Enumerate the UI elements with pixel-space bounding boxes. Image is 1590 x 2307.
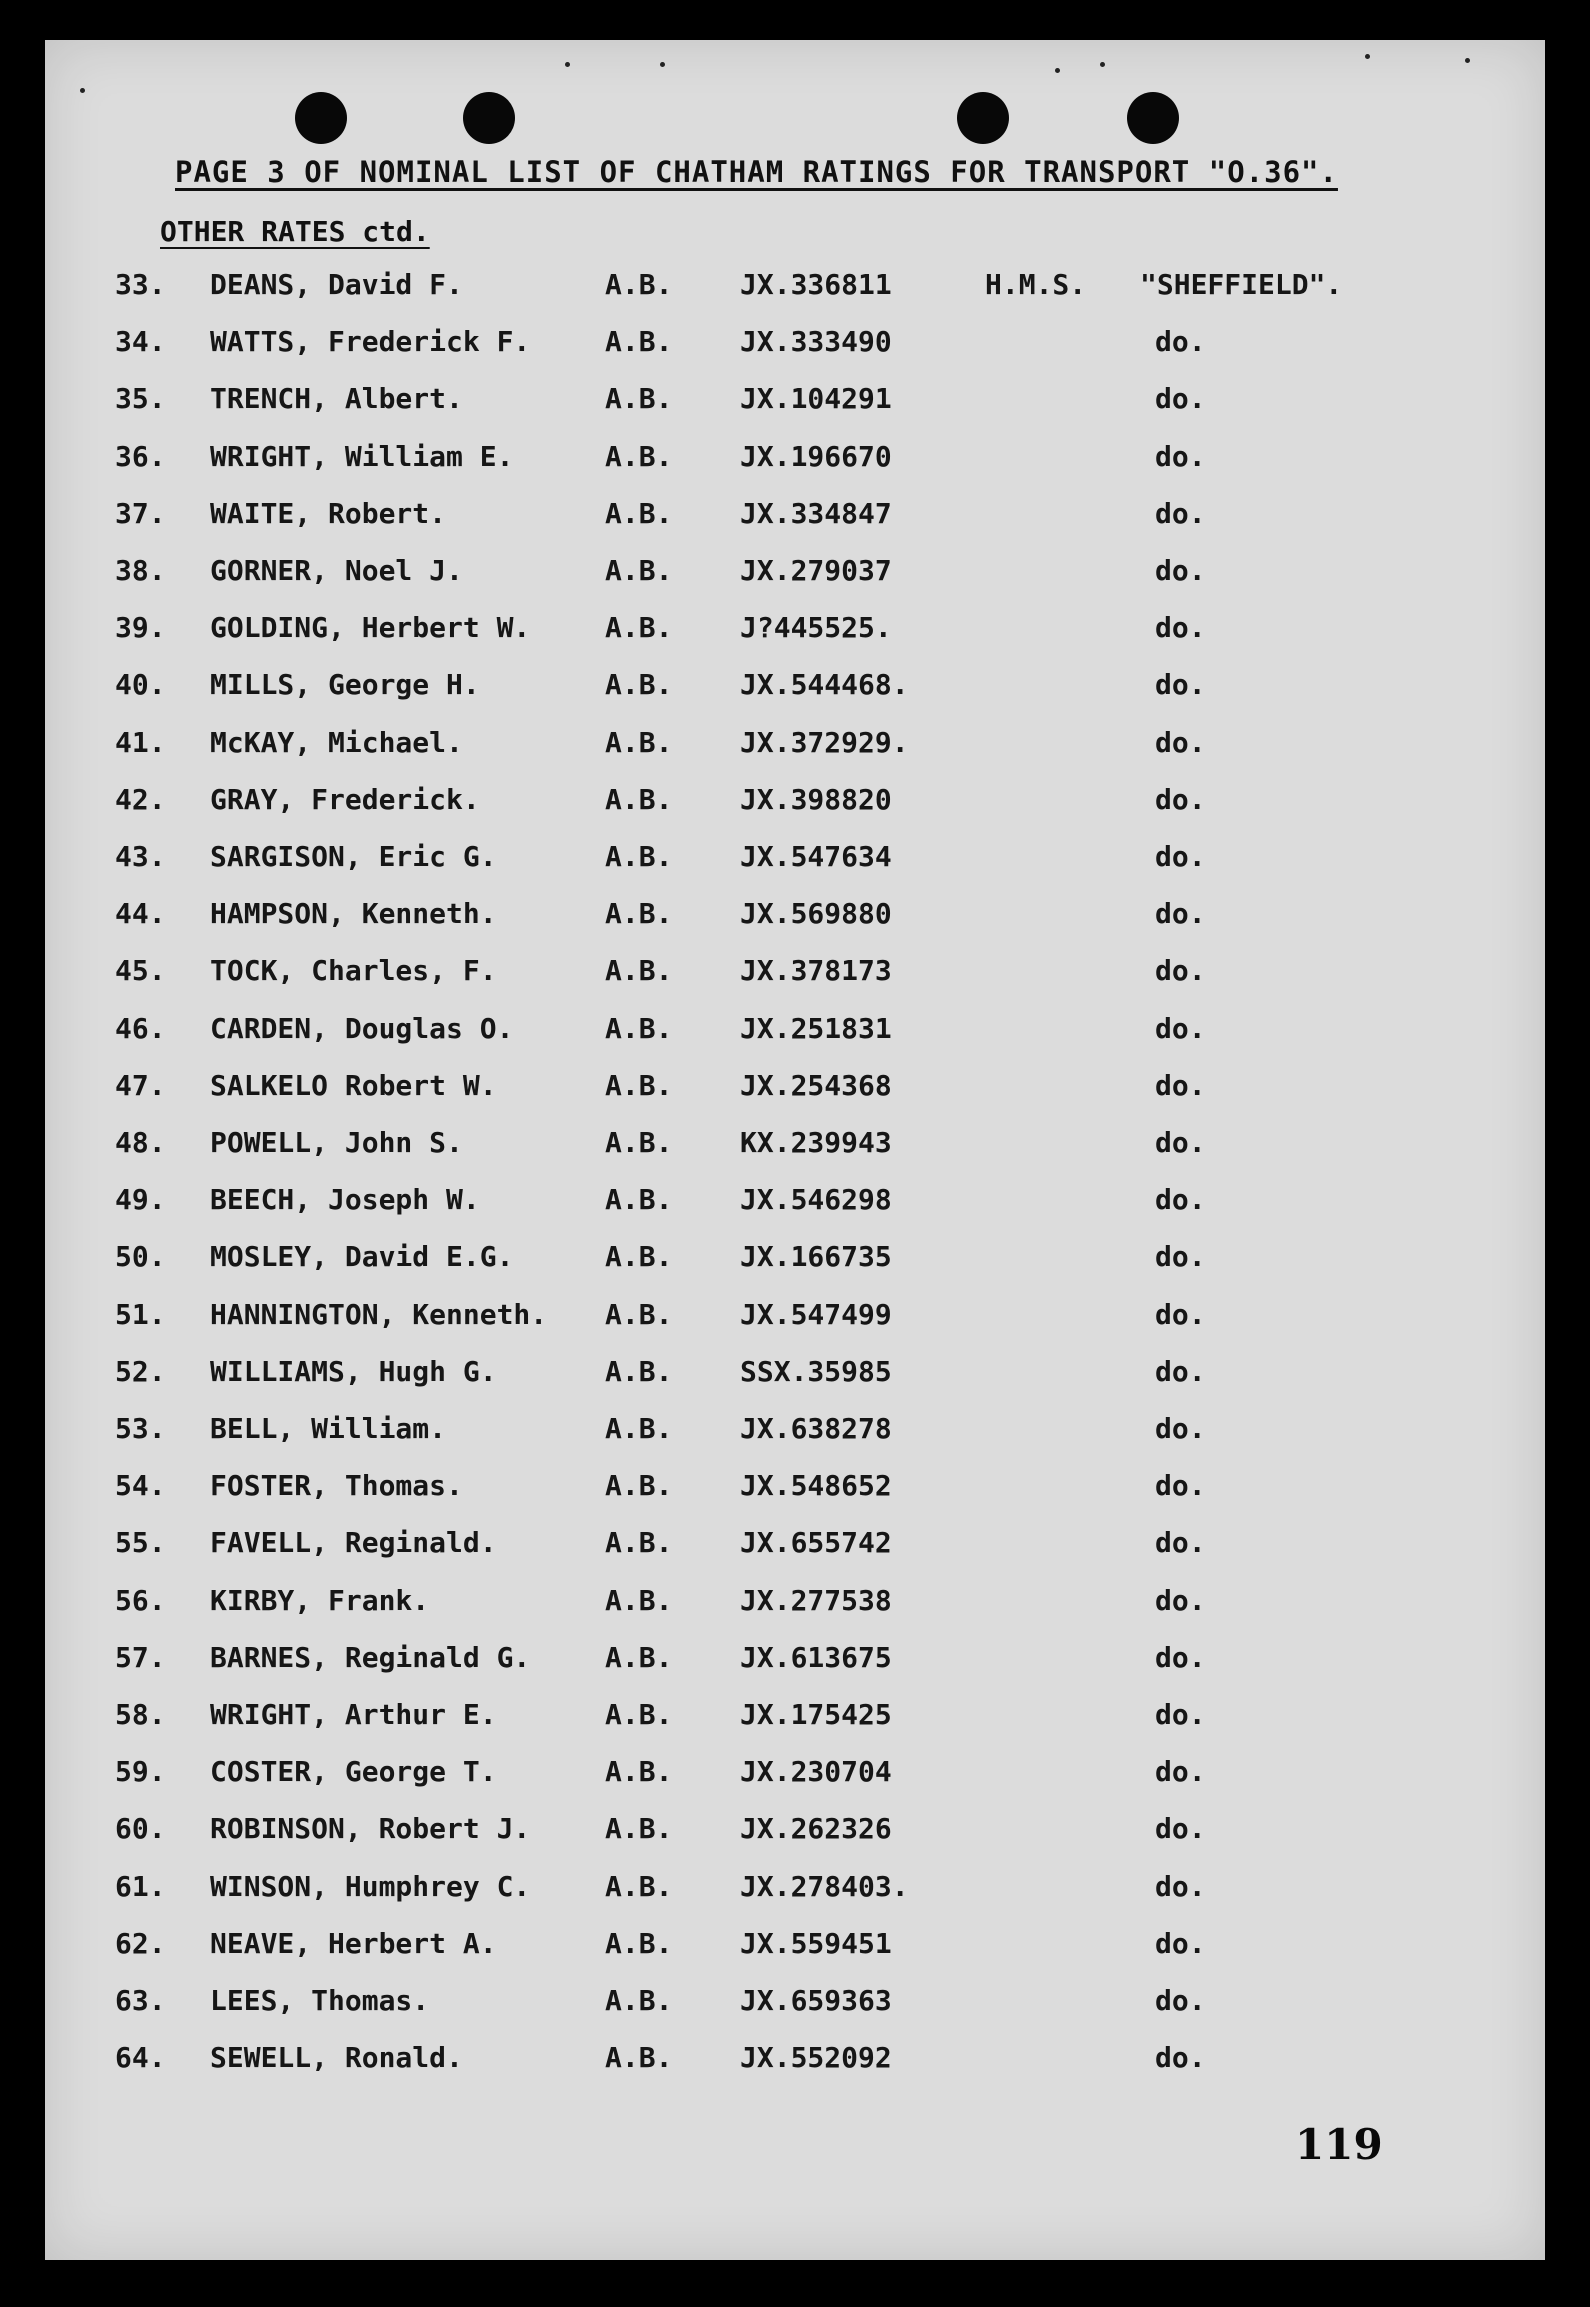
ship-ditto: do.: [1155, 1126, 1206, 1159]
list-item: [45, 1240, 1545, 1280]
ink-speck: [660, 62, 665, 67]
rating-rate: A.B.: [605, 1240, 673, 1274]
rating-rate: A.B.: [605, 1755, 673, 1789]
rating-name: ROBINSON, Robert J.: [210, 1812, 531, 1846]
ship-ditto: do.: [1155, 1926, 1206, 1960]
entry-number: 61.: [115, 1869, 166, 1903]
official-number: JX.166735: [740, 1240, 892, 1274]
ship-ditto: do.: [1155, 668, 1206, 702]
list-item: [45, 554, 1545, 594]
ink-speck: [80, 88, 85, 93]
official-number: KX.239943: [740, 1126, 892, 1159]
rating-rate: A.B.: [605, 725, 673, 759]
rating-name: HAMPSON, Kenneth.: [210, 897, 497, 931]
list-item: [45, 382, 1545, 422]
rating-rate: A.B.: [605, 1926, 673, 1960]
ship-ditto: do.: [1155, 1011, 1206, 1045]
rating-rate: A.B.: [605, 840, 673, 873]
list-item: [45, 325, 1545, 365]
punch-hole: [295, 92, 347, 144]
rating-rate: A.B.: [605, 268, 673, 301]
ship-ditto: do.: [1155, 1640, 1206, 1674]
punch-hole: [463, 92, 515, 144]
rating-name: POWELL, John S.: [210, 1126, 463, 1159]
official-number: JX.334847: [740, 496, 892, 530]
list-item: [45, 1469, 1545, 1509]
entry-number: 59.: [115, 1755, 166, 1789]
ship-ditto: do.: [1155, 1412, 1206, 1445]
rating-name: CARDEN, Douglas O.: [210, 1011, 514, 1045]
ship-ditto: do.: [1155, 1297, 1206, 1331]
entry-number: 37.: [115, 496, 166, 530]
punch-hole: [957, 92, 1009, 144]
list-item: [45, 1298, 1545, 1338]
ship-ditto: do.: [1155, 1183, 1206, 1217]
entry-number: 36.: [115, 439, 166, 473]
official-number: JX.659363: [740, 1984, 892, 2017]
ink-speck: [1365, 54, 1370, 59]
rating-rate: A.B.: [605, 1412, 673, 1445]
official-number: JX.175425: [740, 1698, 892, 1731]
official-number: SSX.35985: [740, 1354, 892, 1388]
rating-name: BELL, William.: [210, 1412, 447, 1445]
official-number: JX.547634: [740, 840, 892, 873]
official-number: JX.638278: [740, 1412, 892, 1445]
rating-name: DEANS, David F.: [210, 268, 463, 301]
ship-ditto: do.: [1155, 1984, 1206, 2017]
official-number: JX.251831: [740, 1011, 892, 1045]
document-page: [45, 40, 1545, 2260]
rating-rate: A.B.: [605, 1297, 673, 1331]
rating-rate: A.B.: [605, 2041, 673, 2075]
ink-speck: [1100, 62, 1105, 67]
official-number: JX.278403.: [740, 1869, 909, 1903]
rating-name: SARGISON, Eric G.: [210, 840, 497, 873]
entry-number: 54.: [115, 1469, 166, 1503]
rating-name: SEWELL, Ronald.: [210, 2041, 463, 2075]
ink-speck: [1055, 68, 1060, 73]
list-item: [45, 1984, 1545, 2024]
rating-rate: A.B.: [605, 897, 673, 931]
ship-ditto: do.: [1155, 1354, 1206, 1388]
rating-rate: A.B.: [605, 782, 673, 816]
rating-name: McKAY, Michael.: [210, 725, 463, 759]
entry-number: 42.: [115, 782, 166, 816]
rating-name: TRENCH, Albert.: [210, 382, 463, 416]
ink-speck: [565, 62, 570, 67]
ship-ditto: "SHEFFIELD".: [1140, 268, 1343, 301]
rating-name: GORNER, Noel J.: [210, 554, 463, 587]
entry-number: 38.: [115, 554, 166, 587]
official-number: J?445525.: [740, 611, 892, 645]
list-item: [45, 1927, 1545, 1967]
official-number: JX.230704: [740, 1755, 892, 1789]
official-number: JX.398820: [740, 782, 892, 816]
list-item: [45, 1870, 1545, 1910]
entry-number: 39.: [115, 611, 166, 645]
entry-number: 64.: [115, 2041, 166, 2075]
rating-name: BARNES, Reginald G.: [210, 1640, 531, 1674]
entry-number: 48.: [115, 1126, 166, 1159]
official-number: JX.104291: [740, 382, 892, 416]
entry-number: 44.: [115, 897, 166, 931]
entry-number: 46.: [115, 1011, 166, 1045]
rating-rate: A.B.: [605, 1068, 673, 1102]
list-item: [45, 726, 1545, 766]
rating-name: LEES, Thomas.: [210, 1984, 430, 2017]
list-item: [45, 897, 1545, 937]
rating-name: GRAY, Frederick.: [210, 782, 480, 816]
official-number: JX.546298: [740, 1183, 892, 1217]
list-item: [45, 1069, 1545, 1109]
rating-rate: A.B.: [605, 668, 673, 702]
ink-speck: [1465, 58, 1470, 63]
rating-name: COSTER, George T.: [210, 1755, 497, 1789]
list-item: [45, 1412, 1545, 1452]
rating-name: MILLS, George H.: [210, 668, 480, 702]
list-item: [45, 1012, 1545, 1052]
rating-rate: A.B.: [605, 1469, 673, 1503]
list-item: [45, 1641, 1545, 1681]
official-number: JX.196670: [740, 439, 892, 473]
ship-ditto: do.: [1155, 725, 1206, 759]
rating-name: FOSTER, Thomas.: [210, 1469, 463, 1503]
rating-rate: A.B.: [605, 1011, 673, 1045]
list-item: [45, 2041, 1545, 2081]
ship-ditto: do.: [1155, 1812, 1206, 1846]
rating-rate: A.B.: [605, 554, 673, 587]
ship-ditto: do.: [1155, 1526, 1206, 1560]
official-number: JX.262326: [740, 1812, 892, 1846]
ship-ditto: do.: [1155, 1698, 1206, 1731]
rating-rate: A.B.: [605, 496, 673, 530]
entry-number: 40.: [115, 668, 166, 702]
ship-ditto: do.: [1155, 1068, 1206, 1102]
official-number: JX.552092: [740, 2041, 892, 2075]
official-number: JX.333490: [740, 325, 892, 359]
entry-number: 51.: [115, 1297, 166, 1331]
entry-number: 58.: [115, 1698, 166, 1731]
list-item: [45, 954, 1545, 994]
entry-number: 56.: [115, 1583, 166, 1617]
ship-ditto: do.: [1155, 611, 1206, 645]
rating-rate: A.B.: [605, 611, 673, 645]
rating-rate: A.B.: [605, 382, 673, 416]
entry-number: 60.: [115, 1812, 166, 1846]
ship-ditto: do.: [1155, 840, 1206, 873]
ship-ditto: do.: [1155, 496, 1206, 530]
rating-rate: A.B.: [605, 1640, 673, 1674]
entry-number: 52.: [115, 1354, 166, 1388]
ship-ditto: do.: [1155, 1240, 1206, 1274]
ship-ditto: do.: [1155, 1755, 1206, 1789]
ship-ditto: do.: [1155, 897, 1206, 931]
rating-name: WILLIAMS, Hugh G.: [210, 1354, 497, 1388]
ship-ditto: do.: [1155, 1869, 1206, 1903]
entry-number: 35.: [115, 382, 166, 416]
ship-ditto: do.: [1155, 325, 1206, 359]
rating-name: NEAVE, Herbert A.: [210, 1926, 497, 1960]
ship-ditto: do.: [1155, 554, 1206, 587]
official-number: JX.655742: [740, 1526, 892, 1560]
list-item: [45, 840, 1545, 880]
entry-number: 49.: [115, 1183, 166, 1217]
entry-number: 45.: [115, 954, 166, 988]
entry-number: 57.: [115, 1640, 166, 1674]
official-number: JX.547499: [740, 1297, 892, 1331]
rating-rate: A.B.: [605, 1869, 673, 1903]
rating-rate: A.B.: [605, 1354, 673, 1388]
ship-ditto: do.: [1155, 1583, 1206, 1617]
rating-name: HANNINGTON, Kenneth.: [210, 1297, 548, 1331]
official-number: JX.279037: [740, 554, 892, 587]
rating-name: WINSON, Humphrey C.: [210, 1869, 531, 1903]
section-heading: OTHER RATES ctd.: [160, 215, 430, 248]
ship-ditto: do.: [1155, 382, 1206, 416]
entry-number: 34.: [115, 325, 166, 359]
official-number: JX.544468.: [740, 668, 909, 702]
official-number: JX.336811: [740, 268, 892, 301]
rating-rate: A.B.: [605, 1126, 673, 1159]
official-number: JX.372929.: [740, 725, 909, 759]
rating-rate: A.B.: [605, 954, 673, 988]
list-item: [45, 783, 1545, 823]
rating-rate: A.B.: [605, 325, 673, 359]
list-item: [45, 497, 1545, 537]
entry-number: 41.: [115, 725, 166, 759]
list-item: [45, 1755, 1545, 1795]
rating-rate: A.B.: [605, 1183, 673, 1217]
rating-rate: A.B.: [605, 1984, 673, 2017]
ship-ditto: do.: [1155, 439, 1206, 473]
list-item: [45, 1526, 1545, 1566]
entry-number: 43.: [115, 840, 166, 873]
list-item: [45, 268, 1545, 308]
rating-rate: A.B.: [605, 1812, 673, 1846]
rating-name: WAITE, Robert.: [210, 496, 447, 530]
rating-rate: A.B.: [605, 1583, 673, 1617]
rating-name: GOLDING, Herbert W.: [210, 611, 531, 645]
entry-number: 50.: [115, 1240, 166, 1274]
ship-ditto: do.: [1155, 954, 1206, 988]
entry-number: 62.: [115, 1926, 166, 1960]
punch-hole: [1127, 92, 1179, 144]
ship-ditto: do.: [1155, 1469, 1206, 1503]
entry-number: 55.: [115, 1526, 166, 1560]
rating-name: WRIGHT, William E.: [210, 439, 514, 473]
list-item: [45, 440, 1545, 480]
list-item: [45, 1584, 1545, 1624]
rating-name: KIRBY, Frank.: [210, 1583, 430, 1617]
rating-name: TOCK, Charles, F.: [210, 954, 497, 988]
rating-name: WATTS, Frederick F.: [210, 325, 531, 359]
official-number: JX.548652: [740, 1469, 892, 1503]
official-number: JX.378173: [740, 954, 892, 988]
list-item: [45, 1355, 1545, 1395]
list-item: [45, 611, 1545, 651]
rating-name: MOSLEY, David E.G.: [210, 1240, 514, 1274]
ship-ditto: do.: [1155, 2041, 1206, 2075]
official-number: JX.559451: [740, 1926, 892, 1960]
official-number: JX.569880: [740, 897, 892, 931]
entry-number: 53.: [115, 1412, 166, 1445]
list-item: [45, 1812, 1545, 1852]
list-item: [45, 1126, 1545, 1166]
list-item: [45, 668, 1545, 708]
ship-ditto: do.: [1155, 782, 1206, 816]
entry-number: 47.: [115, 1068, 166, 1102]
rating-name: SALKELO Robert W.: [210, 1068, 497, 1102]
ship-prefix: H.M.S.: [985, 268, 1087, 301]
rating-rate: A.B.: [605, 1526, 673, 1560]
list-item: [45, 1698, 1545, 1738]
document-header-title: PAGE 3 OF NOMINAL LIST OF CHATHAM RATINGS FOR TRANSPORT "O.36".: [175, 155, 1338, 189]
entry-number: 33.: [115, 268, 166, 301]
official-number: JX.613675: [740, 1640, 892, 1674]
rating-name: BEECH, Joseph W.: [210, 1183, 480, 1217]
official-number: JX.254368: [740, 1068, 892, 1102]
rating-rate: A.B.: [605, 439, 673, 473]
official-number: JX.277538: [740, 1583, 892, 1617]
rating-rate: A.B.: [605, 1698, 673, 1731]
rating-name: WRIGHT, Arthur E.: [210, 1698, 497, 1731]
page-number: 119: [1295, 2120, 1383, 2169]
list-item: [45, 1183, 1545, 1223]
entry-number: 63.: [115, 1984, 166, 2017]
rating-name: FAVELL, Reginald.: [210, 1526, 497, 1560]
